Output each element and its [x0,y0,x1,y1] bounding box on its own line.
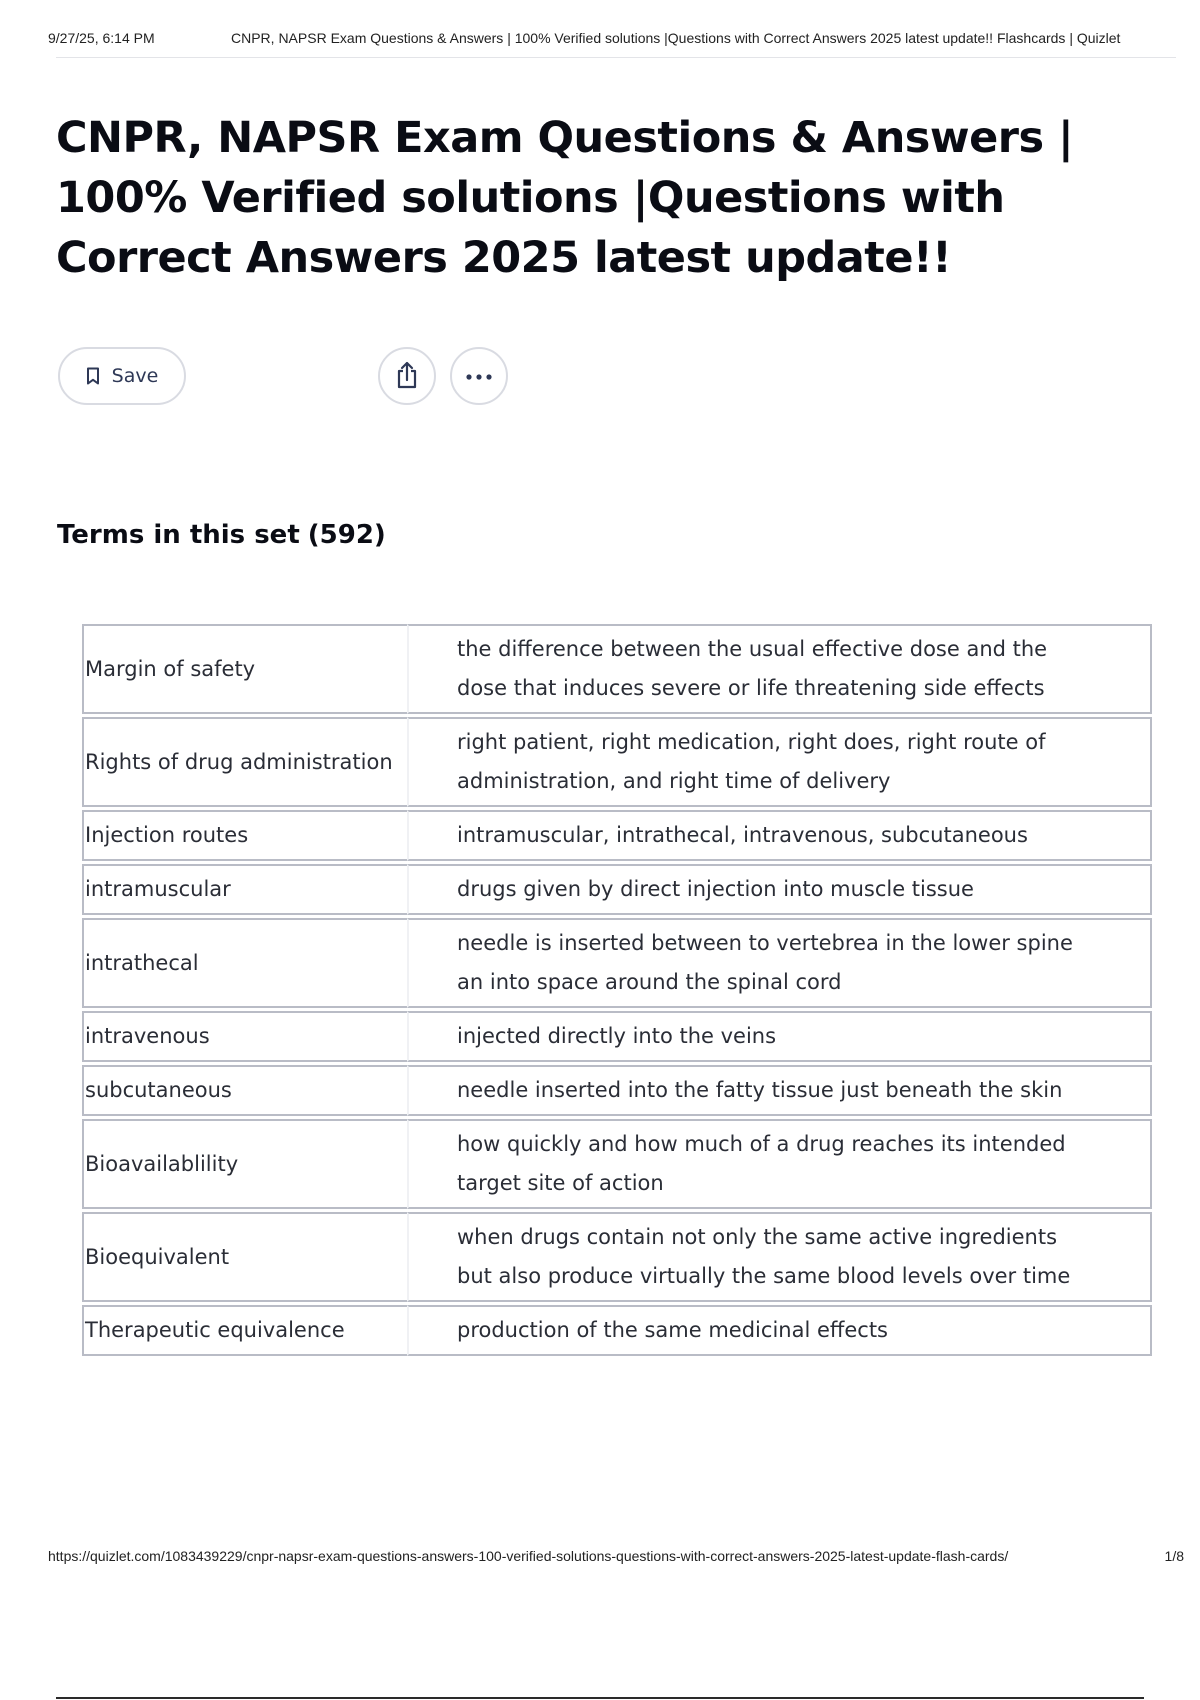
page-title: CNPR, NAPSR Exam Questions & Answers | 100% Verified solutions |Questions with Correct Answers 2025 latest update!! [56,113,1074,283]
more-options-button[interactable] [450,347,508,405]
save-button-label: Save [111,365,159,387]
term-cell: intramuscular [82,864,407,915]
term-row [82,1305,1152,1356]
term-cell: intravenous [82,1011,407,1062]
definition-cell: injected directly into the veins [407,1011,1152,1062]
print-footer [48,1548,1184,1570]
term-cell: intrathecal [82,918,407,1008]
next-page-divider [56,1697,1144,1699]
term-row [82,717,1152,807]
terms-heading-label: Terms in this set [57,520,300,550]
print-date: 9/27/25, 6:14 PM [48,30,155,46]
definition-cell: right patient, right medication, right does, right route of administration, and right time of delivery [407,717,1152,807]
print-header [48,30,1178,52]
term-row [82,810,1152,861]
header-divider [56,57,1176,58]
term-cell: Therapeutic equivalence [82,1305,407,1356]
bookmark-icon [86,367,100,385]
term-cell: Rights of drug administration [82,717,407,807]
print-url: https://quizlet.com/1083439229/cnpr-napsr-exam-questions-answers-100-verified-solutions-questions-with-correct-answers-2025-latest-update-flash-cards/ [48,1548,1009,1564]
terms-table [82,621,1152,1359]
definition-cell: needle is inserted between to vertebrea in the lower spine an into space around the spinal cord [407,918,1152,1008]
term-cell: Bioavailablility [82,1119,407,1209]
more-horizontal-icon [465,369,493,384]
terms-heading [57,520,386,550]
term-row [82,624,1152,714]
save-button[interactable] [58,347,186,405]
term-row [82,864,1152,915]
print-page-title: CNPR, NAPSR Exam Questions & Answers | 100% Verified solutions |Questions with Correct Answers 2025 latest update!! Flashcards | Quizlet [231,30,1121,46]
definition-cell: needle inserted into the fatty tissue just beneath the skin [407,1065,1152,1116]
share-icon [394,361,420,392]
definition-cell: how quickly and how much of a drug reaches its intended target site of action [407,1119,1152,1209]
definition-cell: when drugs contain not only the same active ingredients but also produce virtually the same blood levels over time [407,1212,1152,1302]
term-row [82,918,1152,1008]
term-cell: Margin of safety [82,624,407,714]
term-cell: subcutaneous [82,1065,407,1116]
term-cell: Injection routes [82,810,407,861]
page-number: 1/8 [1164,1548,1184,1564]
definition-cell: the difference between the usual effective dose and the dose that induces severe or life threatening side effects [407,624,1152,714]
definition-cell: drugs given by direct injection into muscle tissue [407,864,1152,915]
definition-cell: intramuscular, intrathecal, intravenous, subcutaneous [407,810,1152,861]
term-row [82,1065,1152,1116]
term-row [82,1119,1152,1209]
share-button[interactable] [378,347,436,405]
term-cell: Bioequivalent [82,1212,407,1302]
term-row [82,1212,1152,1302]
terms-count: (592) [307,520,386,550]
term-row [82,1011,1152,1062]
definition-cell: production of the same medicinal effects [407,1305,1152,1356]
